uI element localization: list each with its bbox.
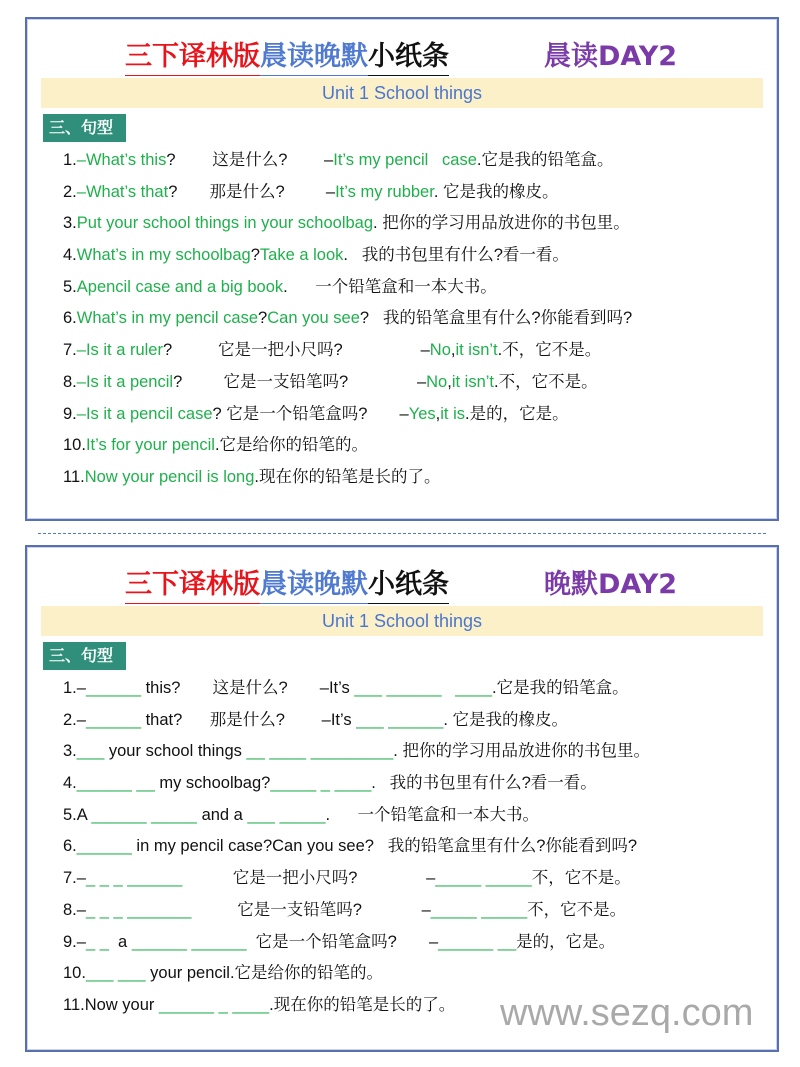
- sentence-text: 8.: [63, 372, 77, 391]
- sentence-line: [63, 367, 632, 399]
- blank[interactable]: _____ _____: [430, 900, 528, 919]
- sentence-text: . 我的书包里有什么?看一看。: [371, 774, 597, 793]
- sentence-text: ,: [435, 404, 441, 423]
- sentence-text: 2.: [63, 182, 77, 201]
- sentence-text: 10.: [63, 436, 86, 455]
- sentence-text: ?: [250, 246, 260, 265]
- sentence-text: 1.: [63, 151, 77, 169]
- title-part-1: 三下译林版: [125, 562, 260, 607]
- sentence-line: [63, 145, 632, 177]
- day-label: 晨读DAY2: [544, 41, 678, 72]
- sentence-text: in my pencil case?Can you see? 我的铅笔盒里有什么?你能看到吗?: [131, 837, 638, 856]
- sentence-text: 3.: [63, 742, 77, 761]
- sentence-text: your school things: [104, 742, 247, 761]
- blank[interactable]: __ ____ _________: [246, 742, 394, 761]
- sentence-text: 不，它不是。: [531, 869, 631, 888]
- sentence-text: 5.A: [63, 805, 92, 824]
- sentence-text: No: [429, 341, 451, 360]
- sentence-text: .现在你的铅笔是长的了。: [254, 467, 441, 486]
- sentence-text: 它是一个铅笔盒吗? –: [246, 932, 439, 951]
- sentence-text: it isn’t: [451, 372, 495, 391]
- sentence-line: [63, 399, 632, 431]
- sentence-text: ? 它是一把小尺吗? –: [162, 341, 430, 360]
- sentence-list: [63, 145, 632, 494]
- blank[interactable]: ___ ______: [356, 710, 444, 729]
- sentence-text: ? 这是什么? –: [166, 151, 334, 169]
- sentence-text: ? 我的铅笔盒里有什么?你能看到吗?: [359, 309, 633, 328]
- sentence-text: 6.: [63, 309, 77, 328]
- sentence-text: a: [108, 932, 132, 951]
- sentence-text: 9.–: [63, 932, 86, 951]
- dashed-divider: [38, 533, 766, 534]
- sentence-text: ? 它是一个铅笔盒吗? –: [212, 404, 409, 423]
- sentence-text: ? 那是什么? –: [168, 182, 336, 201]
- blank[interactable]: ___ ______ ____: [354, 679, 492, 697]
- sentence-line: [63, 240, 632, 272]
- sentence-line: [63, 705, 650, 737]
- sentence-text: 1.–: [63, 679, 86, 697]
- section-heading: 三、句型: [43, 114, 126, 142]
- sentence-line: [63, 863, 650, 895]
- title-part-1: 三下译林版: [125, 34, 260, 79]
- sentence-text: .不，它不是。: [494, 372, 598, 391]
- sentence-text: . 我的书包里有什么?看一看。: [343, 246, 569, 265]
- sentence-line: [63, 958, 650, 990]
- sentence-text: ?: [258, 309, 268, 328]
- sentence-text: –What’s this: [76, 151, 167, 169]
- sentence-text: 9.: [63, 404, 77, 423]
- sentence-text: ? 它是一支铅笔吗? –: [173, 372, 427, 391]
- day-label: 晚默DAY2: [544, 569, 678, 600]
- blank[interactable]: _ _ _ _______: [85, 900, 192, 919]
- unit-band: Unit 1 School things: [41, 78, 763, 108]
- sentence-text: .是的，它是。: [465, 404, 569, 423]
- section-heading: 三、句型: [43, 642, 126, 670]
- sentence-line: [63, 303, 632, 335]
- sentence-line: [63, 831, 650, 863]
- sentence-text: 8.–: [63, 900, 86, 919]
- sentence-line: [63, 335, 632, 367]
- sentence-text: . 它是我的橡皮。: [443, 710, 569, 729]
- sentence-text: 11.: [63, 467, 85, 486]
- sentence-text: Can you see: [267, 309, 360, 328]
- blank[interactable]: ___ ___: [85, 964, 146, 983]
- sentence-text: What’s in my pencil case: [76, 309, 259, 328]
- title-part-3: 小纸条: [368, 34, 449, 79]
- sentence-line: [63, 430, 632, 462]
- sentence-text: my schoolbag?: [154, 774, 271, 793]
- sentence-line: [63, 736, 650, 768]
- sentence-text: Now your pencil is long: [84, 467, 255, 486]
- blank[interactable]: _____ _ ____: [270, 774, 372, 793]
- blank[interactable]: ______: [85, 679, 141, 697]
- worksheet-title: [125, 34, 449, 79]
- sentence-line: [63, 895, 650, 927]
- blank[interactable]: ______ __: [76, 774, 155, 793]
- sentence-text: 不，它不是。: [527, 900, 627, 919]
- sentence-text: Yes: [408, 404, 436, 423]
- sentence-text: No: [426, 372, 448, 391]
- sentence-text: .不，它不是。: [497, 341, 602, 360]
- sentence-text: that? 那是什么? –It’s: [141, 710, 357, 729]
- sentence-line: [63, 208, 632, 240]
- blank[interactable]: _ _ _ ______: [85, 869, 183, 888]
- sentence-text: . 把你的学习用品放进你的书包里。: [393, 742, 650, 761]
- blank[interactable]: ______: [76, 837, 132, 856]
- sentence-text: 4.: [63, 246, 77, 265]
- sentence-text: 3.: [63, 214, 77, 233]
- sentence-text: .它是给你的铅笔的。: [214, 436, 369, 455]
- sentence-line: [63, 462, 632, 494]
- title-part-2: 晨读晚默: [260, 34, 368, 79]
- blank[interactable]: ______ _ ____: [159, 995, 270, 1014]
- title-part-3: 小纸条: [368, 562, 449, 607]
- morning-reading-card: [25, 17, 779, 521]
- sentence-text: Put your school things in your schoolbag: [76, 214, 374, 233]
- blank[interactable]: _____ _____: [435, 869, 532, 888]
- sentence-line: [63, 272, 632, 304]
- sentence-text: ,: [450, 341, 456, 360]
- sentence-text: What’s in my schoolbag: [76, 246, 251, 265]
- worksheet-title: [125, 562, 449, 607]
- blank[interactable]: _ _: [85, 932, 109, 951]
- sentence-text: 2.–: [63, 710, 86, 729]
- sentence-text: It’s my rubber: [335, 182, 434, 201]
- unit-band: Unit 1 School things: [41, 606, 763, 636]
- title-part-2: 晨读晚默: [260, 562, 368, 607]
- blank[interactable]: ______ ______: [131, 932, 247, 951]
- sentence-text: it isn’t: [455, 341, 498, 360]
- sentence-text: . 把你的学习用品放进你的书包里。: [373, 214, 630, 233]
- sentence-text: 7.: [63, 341, 77, 360]
- sentence-text: 6.: [63, 837, 77, 856]
- sentence-text: –What’s that: [76, 182, 169, 201]
- sentence-text: . 它是我的橡皮。: [433, 182, 559, 201]
- sentence-text: ,: [447, 372, 452, 391]
- sentence-line: [63, 177, 632, 209]
- sentence-text: –Is it a pencil: [76, 372, 174, 391]
- sentence-text: It’s my pencil case: [333, 151, 477, 169]
- sentence-text: Apencil case and a big book: [76, 277, 284, 296]
- sentence-text: and a: [196, 805, 248, 824]
- sentence-text: 11.Now your: [63, 995, 159, 1014]
- evening-dictation-card: [25, 545, 779, 1052]
- sentence-text: this? 这是什么? –It’s: [141, 679, 355, 697]
- sentence-text: your pencil.它是给你的铅笔的。: [145, 964, 384, 983]
- blank[interactable]: ___: [76, 742, 105, 761]
- sentence-text: –Is it a pencil case: [76, 404, 213, 423]
- watermark: www.sezq.com: [500, 992, 754, 1034]
- sentence-text: .它是我的铅笔盒。: [491, 679, 629, 697]
- sentence-text: 4.: [63, 774, 77, 793]
- sentence-text: –Is it a ruler: [76, 341, 163, 360]
- sentence-text: . 一个铅笔盒和一本大书。: [283, 277, 497, 296]
- sentence-text: 它是一把小尺吗? –: [182, 869, 436, 888]
- sentence-text: 5.: [63, 277, 77, 296]
- sentence-text: . 一个铅笔盒和一本大书。: [325, 805, 540, 824]
- sentence-line: [63, 673, 650, 705]
- sentence-text: .现在你的铅笔是长的了。: [269, 995, 456, 1014]
- fill-in-list: [63, 673, 650, 1022]
- sentence-line: [63, 800, 650, 832]
- blank[interactable]: ______ _____: [91, 805, 197, 824]
- blank[interactable]: ___ _____: [247, 805, 326, 824]
- sentence-text: 10.: [63, 964, 86, 983]
- sentence-text: Take a look: [259, 246, 344, 265]
- sentence-line: [63, 768, 650, 800]
- blank[interactable]: ______ __: [438, 932, 517, 951]
- sentence-line: [63, 927, 650, 959]
- sentence-text: It’s for your pencil: [85, 436, 215, 455]
- sentence-text: it is: [440, 404, 465, 423]
- sentence-text: 它是一支铅笔吗? –: [191, 900, 431, 919]
- sentence-text: 7.–: [63, 869, 86, 888]
- blank[interactable]: ______: [85, 710, 141, 729]
- sentence-text: .它是我的铅笔盒。: [476, 151, 614, 169]
- sentence-text: 是的，它是。: [516, 932, 616, 951]
